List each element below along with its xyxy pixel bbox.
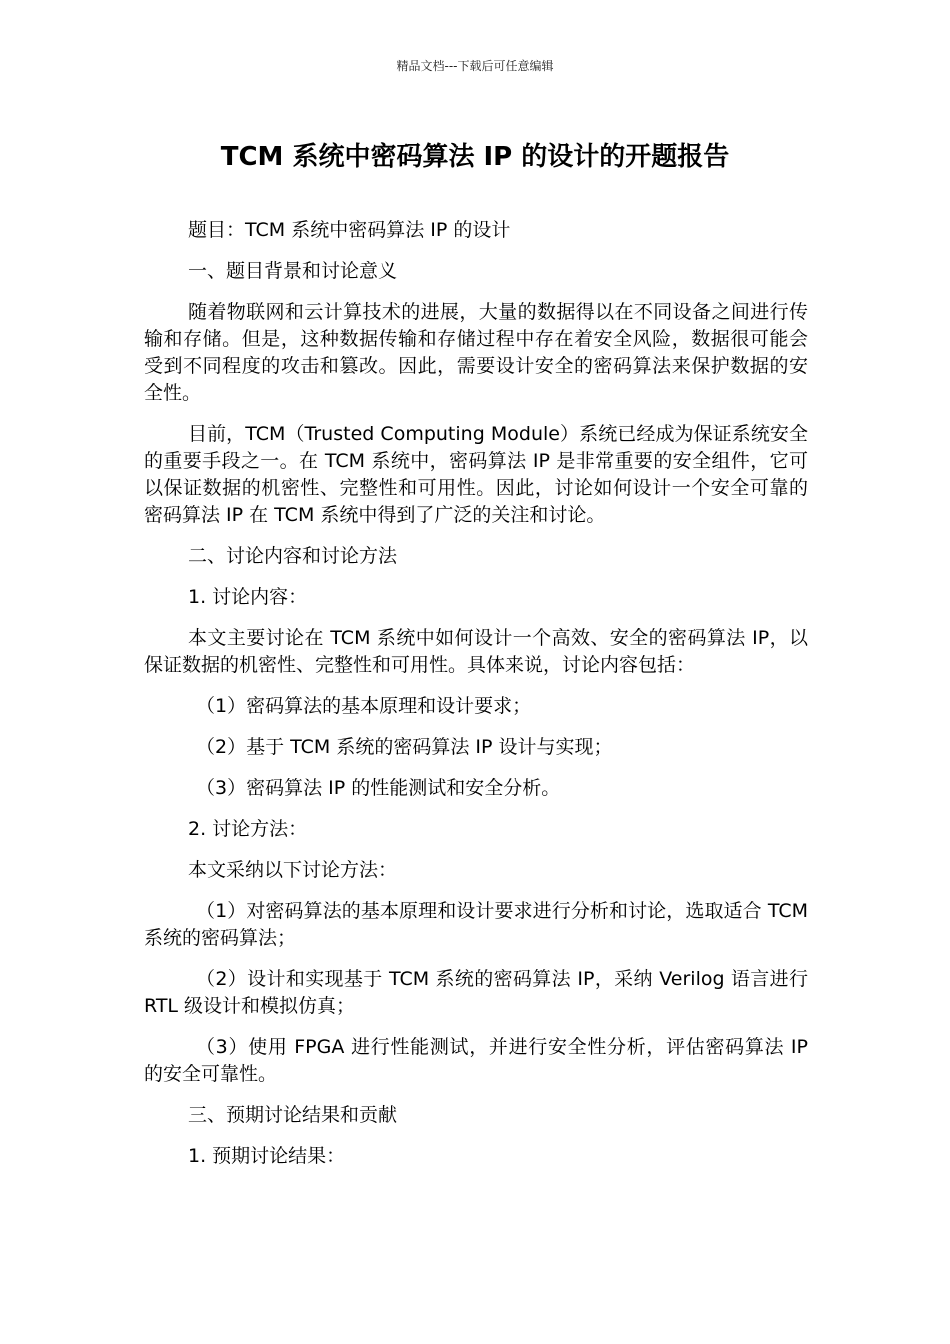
body-paragraph: 随着物联网和云计算技术的进展，大量的数据得以在不同设备之间进行传输和存储。但是，这种数据传输和存储过程中存在着安全风险，数据很可能会受到不同程度的攻击和篡改。因此，需要设计安全的密码算法来保护数据的安全性。 [144,301,808,404]
list-item: （1）对密码算法的基本原理和设计要求进行分析和讨论，选取适合 TCM 系统的密码算法； [144,900,808,949]
list-item: （3）密码算法 IP 的性能测试和安全分析。 [196,777,561,799]
subsection-heading: 2. 讨论方法： [188,818,308,840]
list-item: （3）使用 FPGA 进行性能测试，并进行安全性分析，评估密码算法 IP 的安全可靠性。 [144,1036,808,1085]
list-item: （2）基于 TCM 系统的密码算法 IP 设计与实现； [196,736,613,758]
section-heading: 二、讨论内容和讨论方法 [188,545,398,567]
list-item: （1）密码算法的基本原理和设计要求； [196,695,532,717]
page-header: 精品文档---下载后可任意编辑 [396,59,554,73]
section-heading: 三、预期讨论结果和贡献 [188,1104,398,1126]
subsection-heading: 1. 预期讨论结果： [188,1145,346,1167]
topic-line: 题目：TCM 系统中密码算法 IP 的设计 [188,219,511,241]
document-body [144,217,808,1184]
section-heading: 一、题目背景和讨论意义 [188,260,398,282]
subsection-heading: 1. 讨论内容： [188,586,308,608]
body-paragraph: 目前，TCM（Trusted Computing Module）系统已经成为保证系统安全的重要手段之一。在 TCM 系统中，密码算法 IP 是非常重要的安全组件，它可以保证数据的机密性、完整性和可用性。因此，讨论如何设计一个安全可靠的密码算法 IP 在 TCM 系统中得到了广泛的关注和讨论。 [144,423,808,526]
list-item: （2）设计和实现基于 TCM 系统的密码算法 IP，采纳 Verilog 语言进行 RTL 级设计和模拟仿真； [144,968,808,1017]
document-title: TCM 系统中密码算法 IP 的设计的开题报告 [220,142,730,172]
body-paragraph: 本文主要讨论在 TCM 系统中如何设计一个高效、安全的密码算法 IP，以保证数据的机密性、完整性和可用性。具体来说，讨论内容包括： [144,627,808,676]
body-paragraph: 本文采纳以下讨论方法： [188,859,398,881]
